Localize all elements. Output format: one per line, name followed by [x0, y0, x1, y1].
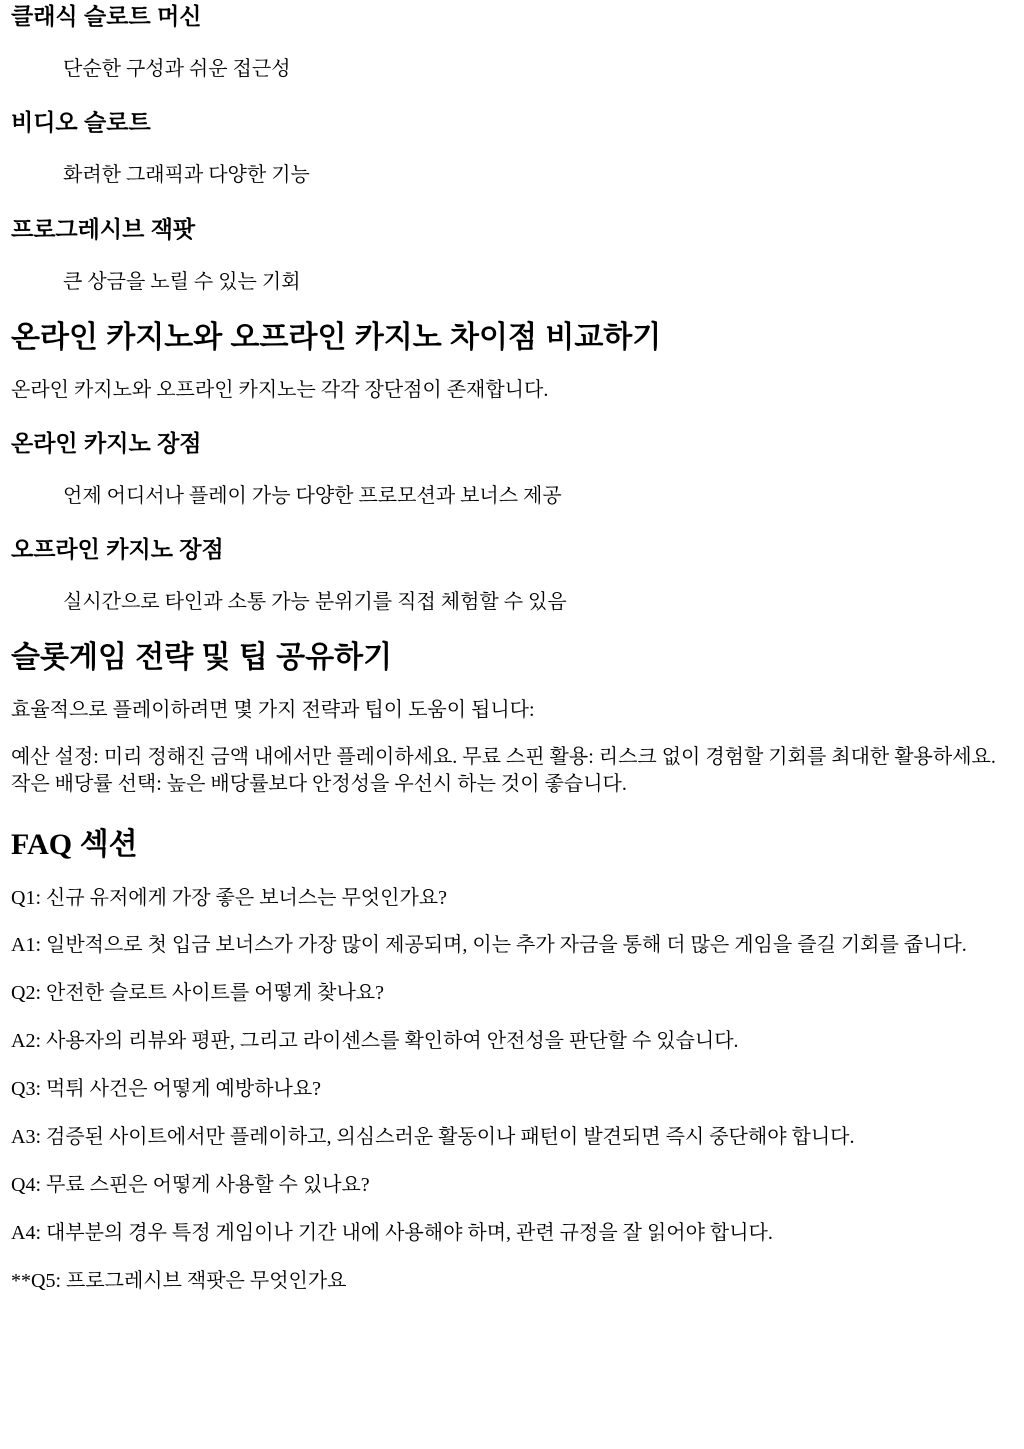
- online-advantages-desc: 언제 어디서나 플레이 가능 다양한 프로모션과 보너스 제공: [63, 485, 562, 507]
- faq-question-4: Q4: 무료 스핀은 어떻게 사용할 수 있나요?: [11, 1174, 370, 1196]
- offline-advantages-title: 오프라인 카지노 장점: [11, 536, 224, 562]
- faq-answer-2: A2: 사용자의 리뷰와 평판, 그리고 라이센스를 확인하여 안전성을 판단할 수 있습니다.: [11, 1030, 739, 1052]
- comparison-intro: 온라인 카지노와 오프라인 카지노는 각각 장단점이 존재합니다.: [11, 379, 549, 401]
- progressive-jackpot-title: 프로그레시브 잭팟: [11, 216, 196, 242]
- video-slot-desc: 화려한 그래픽과 다양한 기능: [63, 164, 310, 186]
- faq-answer-3: A3: 검증된 사이트에서만 플레이하고, 의심스러운 활동이나 패턴이 발견되면 즉시 중단해야 합니다.: [11, 1126, 855, 1148]
- offline-advantages-desc: 실시간으로 타인과 소통 가능 분위기를 직접 체험할 수 있음: [63, 591, 567, 613]
- faq-answer-4: A4: 대부분의 경우 특정 게임이나 기간 내에 사용해야 하며, 관련 규정을 잘 읽어야 합니다.: [11, 1222, 773, 1244]
- strategy-intro: 효율적으로 플레이하려면 몇 가지 전략과 팁이 도움이 됩니다:: [11, 699, 535, 721]
- faq-question-3: Q3: 먹튀 사건은 어떻게 예방하나요?: [11, 1078, 322, 1100]
- faq-answer-1: A1: 일반적으로 첫 입금 보너스가 가장 많이 제공되며, 이는 추가 자금을 통해 더 많은 게임을 즐길 기회를 줍니다.: [11, 934, 967, 956]
- video-slot-title: 비디오 슬로트: [11, 109, 151, 135]
- strategy-body: 예산 설정: 미리 정해진 금액 내에서만 플레이하세요. 무료 스핀 활용: 리스크 없이 경험할 기회를 최대한 활용하세요. 작은 배당률 선택: 높은 배당률보다 안정성을 우선시 하는 것이 좋습니다.: [11, 746, 996, 795]
- comparison-heading: 온라인 카지노와 오프라인 카지노 차이점 비교하기: [11, 321, 662, 354]
- classic-slot-title: 클래식 슬로트 머신: [11, 3, 202, 29]
- faq-question-5: **Q5: 프로그레시브 잭팟은 무엇인가요: [11, 1270, 347, 1292]
- article: [0, 1, 1024, 1295]
- online-advantages-title: 온라인 카지노 장점: [11, 430, 202, 456]
- faq-heading: FAQ 섹션: [11, 828, 138, 861]
- progressive-jackpot-desc: 큰 상금을 노릴 수 있는 기회: [63, 271, 301, 293]
- classic-slot-desc: 단순한 구성과 쉬운 접근성: [63, 58, 291, 80]
- strategy-heading: 슬롯게임 전략 및 팁 공유하기: [11, 641, 393, 674]
- faq-question-2: Q2: 안전한 슬로트 사이트를 어떻게 찾나요?: [11, 982, 384, 1004]
- faq-question-1: Q1: 신규 유저에게 가장 좋은 보너스는 무엇인가요?: [11, 887, 447, 909]
